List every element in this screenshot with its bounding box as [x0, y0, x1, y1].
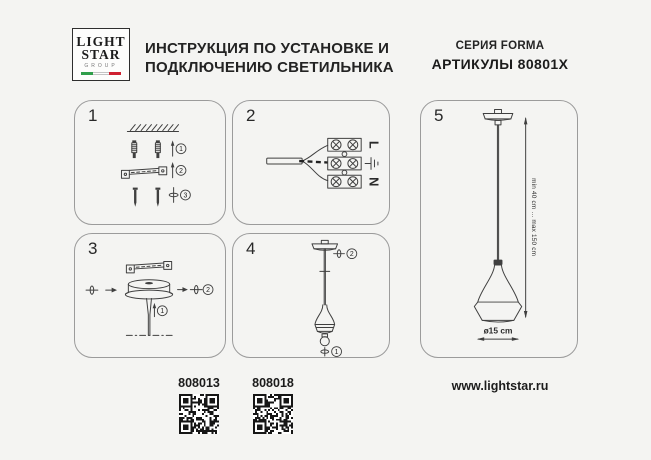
- svg-text:3: 3: [183, 192, 188, 200]
- page-title: [145, 39, 394, 77]
- step-4-diagram: [233, 234, 389, 357]
- height-range-label: min 40 cm ... max 150 cm: [530, 178, 538, 257]
- mains-cable: [267, 158, 302, 164]
- lamp-shade: [474, 265, 521, 322]
- step-marker-2: [347, 249, 357, 259]
- screwdriver-icon: [334, 250, 345, 258]
- qr-code: [253, 394, 293, 434]
- ceiling-hatch: [127, 125, 178, 132]
- italy-flag-icon: [81, 72, 121, 75]
- ground-symbol-icon: [365, 158, 378, 170]
- terminal-label-live: L: [366, 140, 382, 149]
- logo-light: LIGHT: [76, 34, 126, 49]
- lamp-socket: [315, 305, 335, 333]
- screwdriver-icon: [321, 348, 329, 356]
- panel-step-2: [232, 100, 390, 225]
- title-line-2: ПОДКЛЮЧЕНИЮ СВЕТИЛЬНИКА: [145, 59, 394, 76]
- ceiling-canopy: [312, 240, 338, 250]
- terminal-label-neutral: N: [366, 177, 382, 187]
- arrow-up-icon: [153, 303, 157, 317]
- article-number: 808013: [178, 376, 220, 390]
- step-1-diagram: [75, 101, 225, 224]
- step-number: 3: [88, 239, 98, 258]
- title-line-1: ИНСТРУКЦИЯ ПО УСТАНОВКЕ И: [145, 40, 390, 57]
- step-marker-2: [203, 285, 213, 295]
- panel-step-1: [74, 100, 226, 225]
- logo-star: STAR: [81, 47, 121, 62]
- step-2-diagram: [233, 101, 389, 224]
- panel-step-5: [420, 100, 578, 358]
- suspension-cable: [320, 249, 330, 305]
- screw: [133, 188, 138, 207]
- series-label: СЕРИЯ FORMA: [455, 40, 545, 52]
- step-number: 5: [434, 106, 444, 125]
- step-marker-1: [157, 306, 167, 316]
- svg-text:1: 1: [160, 308, 165, 316]
- lightstar-logo: [72, 28, 130, 81]
- arrow-up-icon: [171, 162, 175, 178]
- logo-group: GROUP: [84, 63, 118, 69]
- svg-text:2: 2: [206, 287, 210, 295]
- height-dimension-line: [524, 117, 528, 318]
- wires: [302, 145, 328, 180]
- arrow-up-icon: [171, 140, 175, 156]
- screwdriver-icon: [86, 286, 98, 294]
- mounting-bracket: [121, 167, 166, 178]
- wire-dashed: [299, 161, 328, 162]
- qr-code: [179, 394, 219, 434]
- step-marker-2: [176, 165, 186, 175]
- suspension-cable: [147, 298, 152, 335]
- step-number: 2: [246, 106, 256, 125]
- arrow-right-icon: [178, 287, 188, 292]
- ceiling-canopy: [125, 280, 172, 299]
- arrow-right-icon: [106, 288, 117, 293]
- website-label: www.lightstar.ru: [451, 379, 549, 393]
- step-5-diagram: [421, 101, 577, 357]
- article-2-block: [243, 376, 303, 439]
- panel-step-4: [232, 233, 390, 358]
- article-number: 808018: [252, 376, 294, 390]
- step-marker-3: [181, 190, 191, 200]
- ceiling-canopy: [483, 110, 513, 125]
- step-3-diagram: [75, 234, 225, 357]
- series-block: [415, 40, 585, 72]
- step-number: 4: [246, 239, 256, 258]
- screwdriver-icon: [190, 285, 202, 293]
- step-number: 1: [88, 106, 98, 125]
- articles-label: АРТИКУЛЫ 80801X: [431, 56, 569, 72]
- svg-text:1: 1: [179, 146, 183, 154]
- step-marker-1: [176, 144, 186, 154]
- article-1-block: [169, 376, 229, 439]
- panel-step-3: [74, 233, 226, 358]
- shade-collar: [494, 260, 503, 265]
- diameter-label: ø15 cm: [483, 325, 513, 336]
- screwdriver-icon: [169, 188, 178, 203]
- screw: [155, 188, 160, 207]
- svg-text:1: 1: [334, 349, 339, 357]
- diameter-dimension-line: [477, 337, 519, 341]
- wall-anchor: [155, 140, 160, 158]
- mounting-bracket: [126, 262, 171, 273]
- wall-anchor: [132, 140, 137, 158]
- terminal-block: [328, 138, 361, 188]
- step-marker-1: [332, 347, 342, 357]
- svg-text:2: 2: [349, 251, 354, 259]
- svg-text:2: 2: [179, 167, 183, 175]
- light-bulb-icon: [320, 334, 329, 346]
- suspension-cable: [497, 125, 498, 260]
